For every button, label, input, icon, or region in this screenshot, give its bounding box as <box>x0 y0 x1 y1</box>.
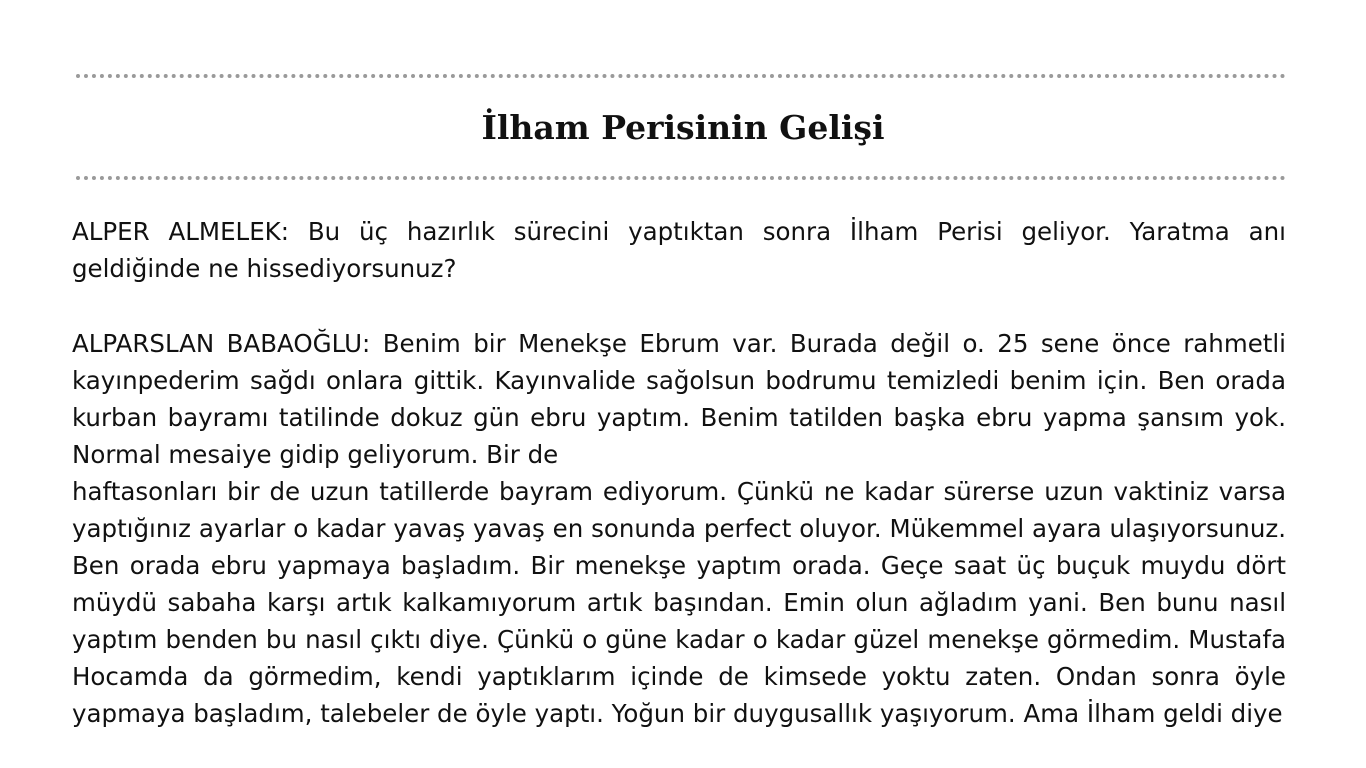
document-body <box>72 213 1302 732</box>
bottom-dotted-divider <box>76 176 1286 180</box>
paragraph-question: ALPER ALMELEK: Bu üç hazırlık sürecini yaptıktan sonra İlham Perisi geliyor. Yaratma anı geldiğinde ne hissediyorsunuz? <box>72 217 1294 283</box>
page-title: İlham Perisinin Gelişi <box>481 108 885 147</box>
paragraph-answer-part-1: ALPARSLAN BABAOĞLU: Benim bir Menekşe Ebrum var. Burada değil o. 25 sene önce rahmetli kayınpederim sağdı onlara gittik. Kayınvalide sağolsun bodrumu temizledi benim için. Ben orada kurban bayramı tatilinde dokuz gün ebru yaptım. Benim tatilden başka ebru yapma şansım yok. Normal mesaiye gidip geliyorum. Bir de <box>72 329 1294 469</box>
top-dotted-divider <box>76 74 1286 78</box>
paragraph-answer-part-2: haftasonları bir de uzun tatillerde bayram ediyorum. Çünkü ne kadar sürerse uzun vaktiniz varsa yaptığınız ayarlar o kadar yavaş yavaş en sonunda perfect oluyor. Mükemmel ayara ulaşıyorsunuz. Ben orada ebru yapmaya başladım. Bir menekşe yaptım orada. Geçe saat üç buçuk muydu dört müydü sabaha karşı artık kalkamıyorum artık başından. Emin olun ağladım yani. Ben bunu nasıl yaptım benden bu nasıl çıktı diye. Çünkü o güne kadar o kadar güzel menekşe görmedim. Mustafa Hocamda da görmedim, kendi yaptıklarım içinde de kimsede yoktu zaten. Ondan sonra öyle yapmaya başladım, talebeler de öyle yaptı. Yoğun bir duygusallık yaşıyorum. Ama İlham geldi diye <box>72 477 1302 728</box>
